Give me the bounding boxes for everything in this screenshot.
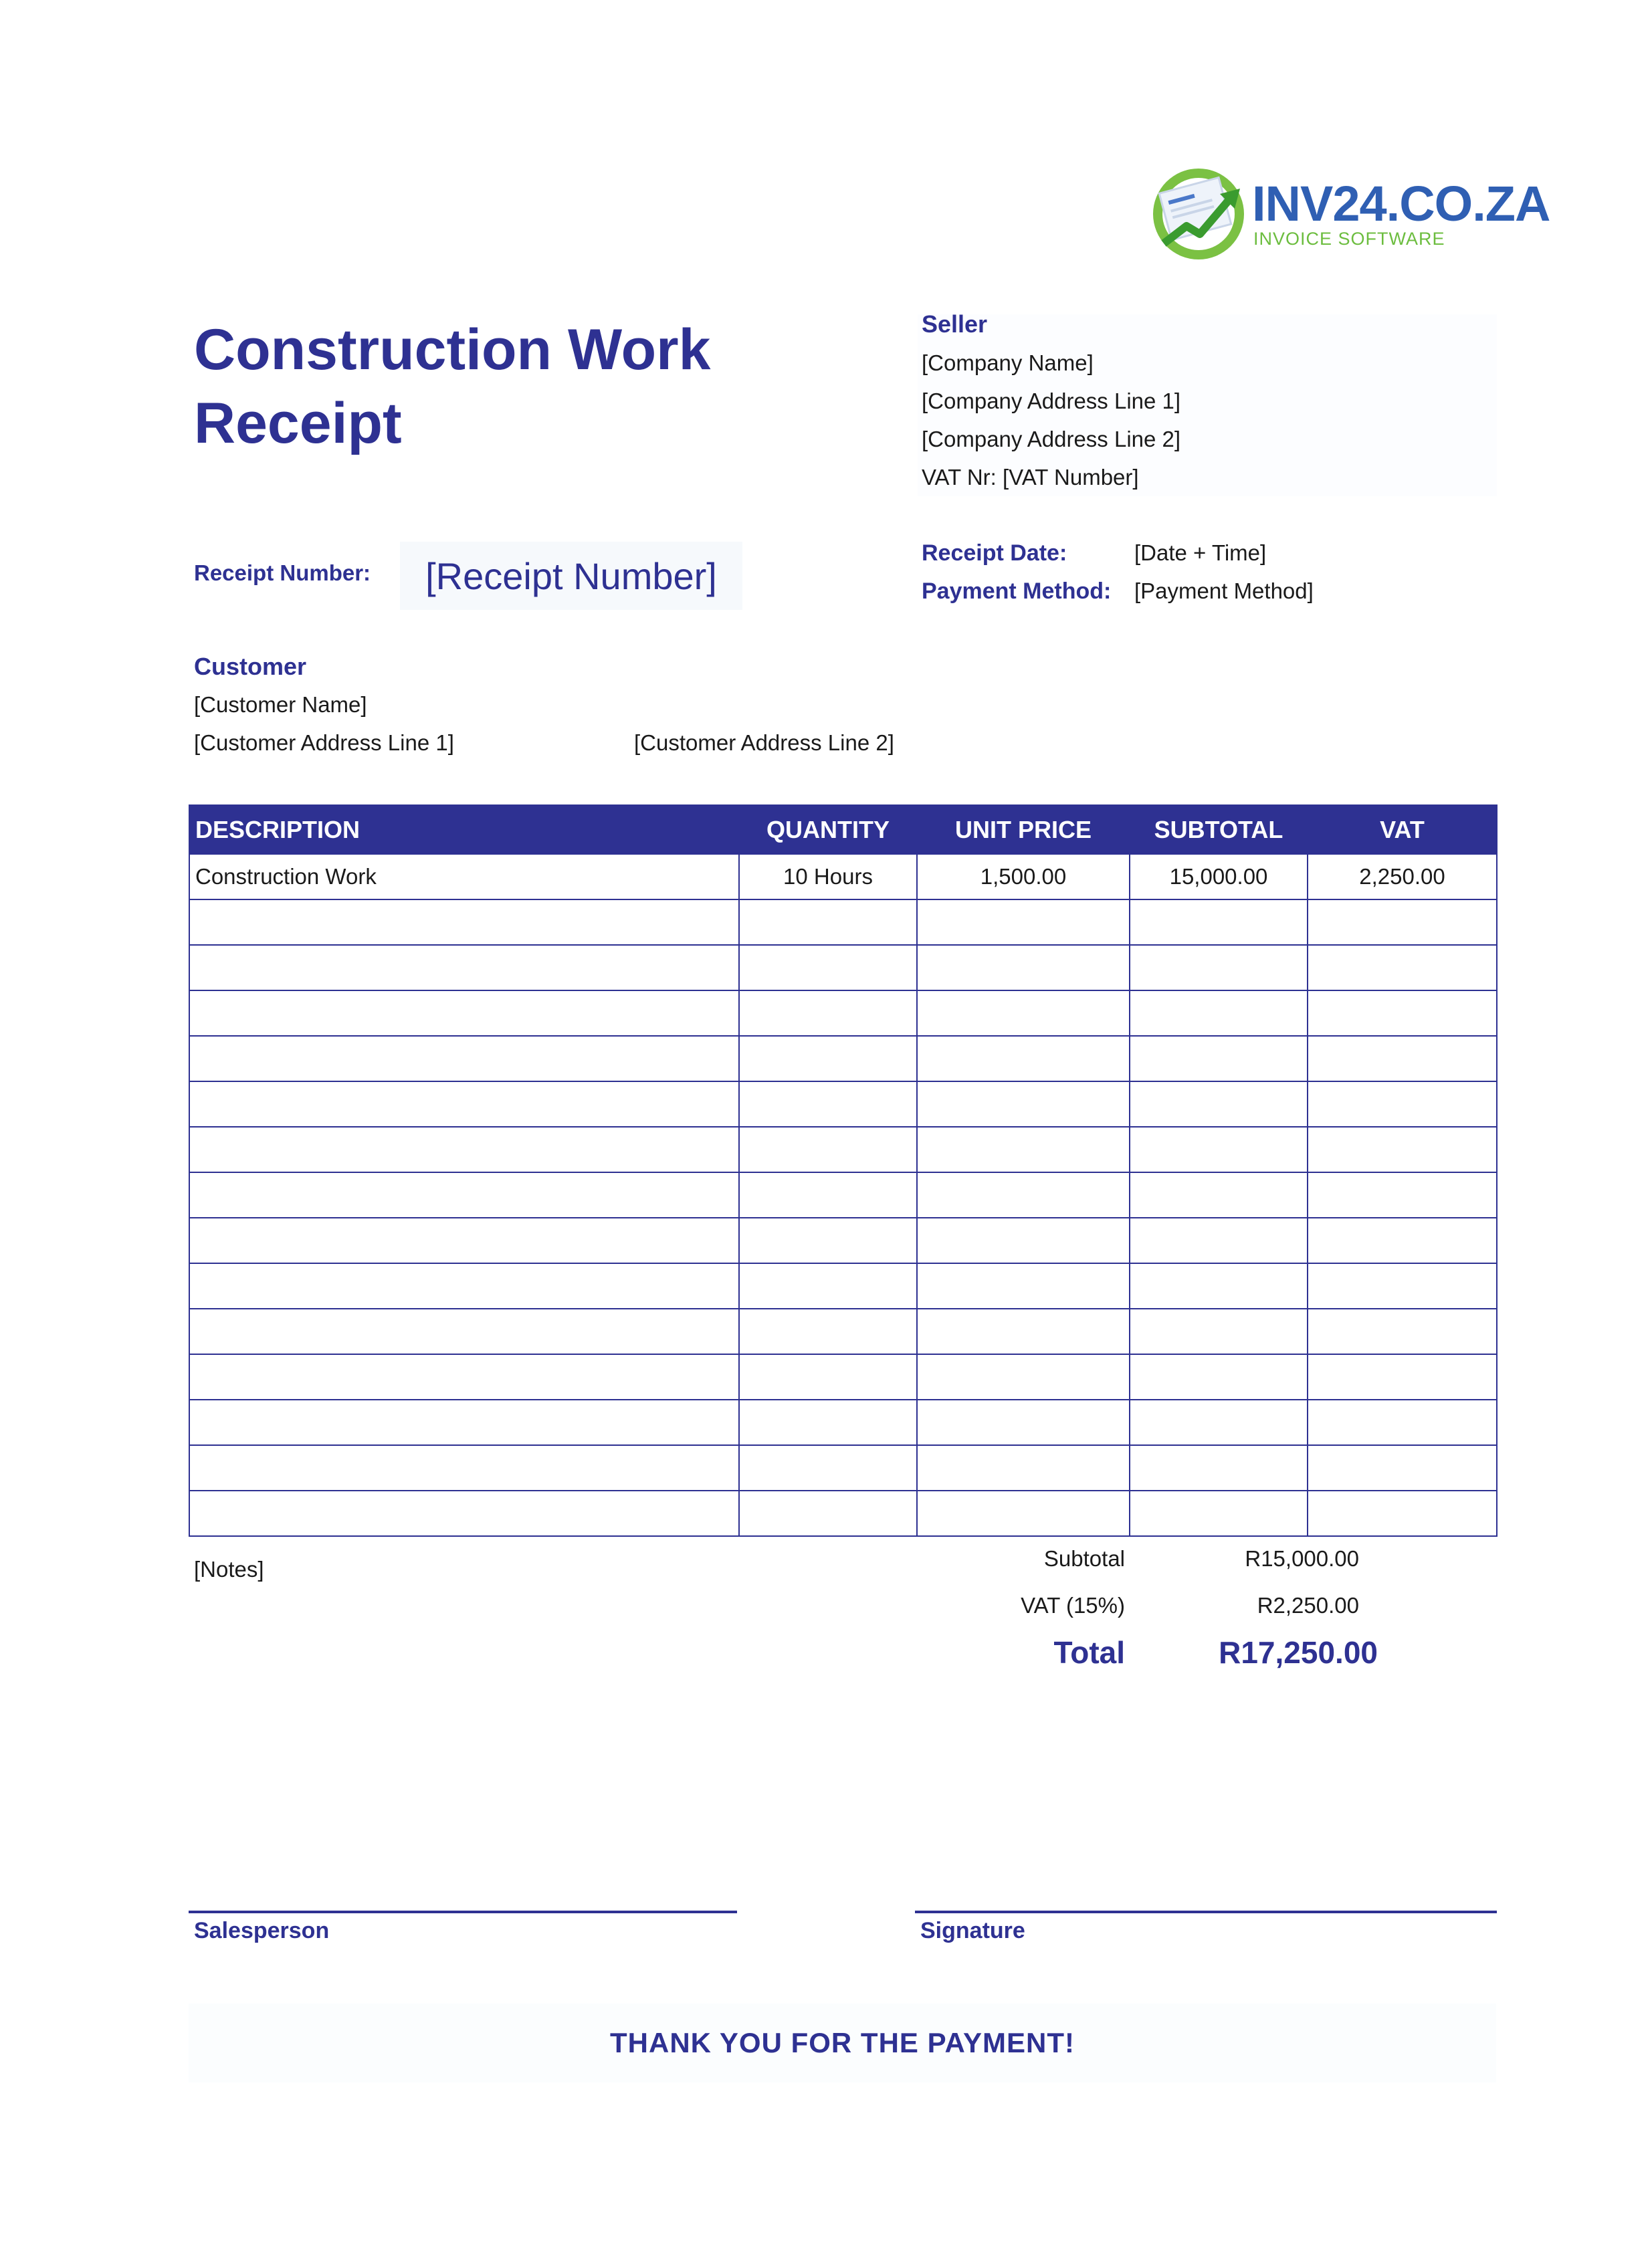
cell-unit-price[interactable] <box>917 899 1130 945</box>
cell-subtotal[interactable] <box>1130 1400 1308 1445</box>
col-header-vat: VAT <box>1308 805 1497 854</box>
subtotal-value: R15,000.00 <box>1245 1546 1359 1571</box>
cell-subtotal[interactable] <box>1130 1036 1308 1081</box>
cell-unit-price[interactable] <box>917 1400 1130 1445</box>
cell-description[interactable] <box>189 1081 739 1127</box>
col-header-quantity: QUANTITY <box>739 805 917 854</box>
cell-unit-price[interactable] <box>917 1172 1130 1218</box>
cell-subtotal[interactable]: 15,000.00 <box>1130 854 1308 899</box>
table-row <box>189 854 1497 899</box>
cell-vat[interactable] <box>1308 1036 1497 1081</box>
customer-address-1[interactable]: [Customer Address Line 1] <box>194 730 454 755</box>
cell-description[interactable] <box>189 1218 739 1263</box>
customer-heading: Customer <box>194 653 307 680</box>
cell-description[interactable] <box>189 899 739 945</box>
receipt-number-label: Receipt Number: <box>194 560 371 585</box>
cell-unit-price[interactable] <box>917 945 1130 990</box>
cell-vat[interactable] <box>1308 1491 1497 1536</box>
signature-line <box>915 1911 1497 1913</box>
cell-description[interactable] <box>189 1127 739 1172</box>
table-header-row <box>189 805 1497 854</box>
cell-subtotal[interactable] <box>1130 1218 1308 1263</box>
cell-description[interactable] <box>189 1172 739 1218</box>
table-row <box>189 1127 1497 1172</box>
cell-vat[interactable] <box>1308 1263 1497 1309</box>
table-row <box>189 1400 1497 1445</box>
cell-quantity[interactable] <box>739 1263 917 1309</box>
cell-vat[interactable] <box>1308 1081 1497 1127</box>
cell-subtotal[interactable] <box>1130 1172 1308 1218</box>
page-title <box>194 313 710 460</box>
customer-address-2[interactable]: [Customer Address Line 2] <box>634 730 894 755</box>
cell-subtotal[interactable] <box>1130 1081 1308 1127</box>
logo-tagline: INVOICE SOFTWARE <box>1253 229 1445 249</box>
cell-subtotal[interactable] <box>1130 1491 1308 1536</box>
table-row <box>189 1309 1497 1354</box>
signature-label: Signature <box>920 1918 1025 1943</box>
cell-vat[interactable] <box>1308 899 1497 945</box>
cell-vat[interactable] <box>1308 1127 1497 1172</box>
cell-vat[interactable] <box>1308 990 1497 1036</box>
cell-quantity[interactable] <box>739 1445 917 1491</box>
cell-unit-price[interactable] <box>917 1036 1130 1081</box>
col-header-description: DESCRIPTION <box>189 805 739 854</box>
cell-quantity[interactable] <box>739 1491 917 1536</box>
title-line-1: Construction Work <box>194 318 711 382</box>
salesperson-line <box>189 1911 737 1913</box>
cell-quantity[interactable] <box>739 1036 917 1081</box>
items-table <box>189 804 1498 1537</box>
cell-quantity[interactable]: 10 Hours <box>739 854 917 899</box>
seller-address-2: [Company Address Line 2] <box>922 427 1181 451</box>
cell-quantity[interactable] <box>739 990 917 1036</box>
cell-quantity[interactable] <box>739 1172 917 1218</box>
col-header-subtotal: SUBTOTAL <box>1130 805 1308 854</box>
payment-method-value[interactable]: [Payment Method] <box>1134 578 1314 603</box>
notes[interactable]: [Notes] <box>194 1557 264 1582</box>
cell-quantity[interactable] <box>739 1400 917 1445</box>
cell-unit-price[interactable]: 1,500.00 <box>917 854 1130 899</box>
table-row <box>189 990 1497 1036</box>
table-row <box>189 1081 1497 1127</box>
cell-subtotal[interactable] <box>1130 1263 1308 1309</box>
receipt-number-field[interactable]: [Receipt Number] <box>400 542 742 610</box>
payment-method-label: Payment Method: <box>922 578 1112 604</box>
cell-vat[interactable] <box>1308 1309 1497 1354</box>
table-row <box>189 899 1497 945</box>
salesperson-label: Salesperson <box>194 1918 330 1943</box>
cell-unit-price[interactable] <box>917 1445 1130 1491</box>
seller-vat-number: VAT Nr: [VAT Number] <box>922 465 1139 490</box>
cell-vat[interactable] <box>1308 1445 1497 1491</box>
cell-subtotal[interactable] <box>1130 990 1308 1036</box>
table-row <box>189 1172 1497 1218</box>
cell-quantity[interactable] <box>739 1081 917 1127</box>
cell-subtotal[interactable] <box>1130 1445 1308 1491</box>
cell-unit-price[interactable] <box>917 1218 1130 1263</box>
table-row <box>189 1263 1497 1309</box>
subtotal-label: Subtotal <box>1043 1546 1125 1571</box>
cell-unit-price[interactable] <box>917 1354 1130 1400</box>
cell-quantity[interactable] <box>739 1309 917 1354</box>
cell-unit-price[interactable] <box>917 1127 1130 1172</box>
receipt-date-label: Receipt Date: <box>922 540 1067 566</box>
table-row <box>189 1218 1497 1263</box>
table-row <box>189 1491 1497 1536</box>
cell-vat[interactable] <box>1308 1172 1497 1218</box>
cell-quantity[interactable] <box>739 899 917 945</box>
seller-address-1: [Company Address Line 1] <box>922 389 1181 413</box>
cell-description[interactable] <box>189 1263 739 1309</box>
cell-description[interactable] <box>189 1309 739 1354</box>
cell-unit-price[interactable] <box>917 990 1130 1036</box>
cell-description[interactable] <box>189 990 739 1036</box>
cell-vat[interactable] <box>1308 1354 1497 1400</box>
cell-description[interactable] <box>189 1400 739 1445</box>
cell-subtotal[interactable] <box>1130 1309 1308 1354</box>
cell-subtotal[interactable] <box>1130 1354 1308 1400</box>
cell-vat[interactable] <box>1308 1400 1497 1445</box>
logo-graph-icon <box>1145 165 1252 265</box>
cell-quantity[interactable] <box>739 945 917 990</box>
cell-quantity[interactable] <box>739 1127 917 1172</box>
cell-vat[interactable] <box>1308 1218 1497 1263</box>
col-header-unit-price: UNIT PRICE <box>917 805 1130 854</box>
grand-total-value: R17,250.00 <box>1219 1635 1378 1670</box>
thank-you-banner: THANK YOU FOR THE PAYMENT! <box>189 2004 1496 2082</box>
cell-unit-price[interactable] <box>917 1081 1130 1127</box>
cell-description[interactable] <box>189 945 739 990</box>
title-line-2: Receipt <box>194 391 402 455</box>
table-row <box>189 945 1497 990</box>
cell-subtotal[interactable] <box>1130 899 1308 945</box>
receipt-date-value[interactable]: [Date + Time] <box>1134 540 1267 565</box>
cell-vat[interactable] <box>1308 945 1497 990</box>
table-row <box>189 1445 1497 1491</box>
seller-heading: Seller <box>922 310 988 338</box>
cell-quantity[interactable] <box>739 1218 917 1263</box>
cell-subtotal[interactable] <box>1130 945 1308 990</box>
table-row <box>189 1036 1497 1081</box>
customer-name[interactable]: [Customer Name] <box>194 692 367 717</box>
cell-unit-price[interactable] <box>917 1491 1130 1536</box>
cell-description[interactable]: Construction Work <box>189 854 739 899</box>
cell-quantity[interactable] <box>739 1354 917 1400</box>
cell-unit-price[interactable] <box>917 1263 1130 1309</box>
cell-vat[interactable]: 2,250.00 <box>1308 854 1497 899</box>
seller-company-name: [Company Name] <box>922 350 1094 375</box>
cell-description[interactable] <box>189 1354 739 1400</box>
table-row <box>189 1354 1497 1400</box>
cell-subtotal[interactable] <box>1130 1127 1308 1172</box>
vat-total-label: VAT (15%) <box>1021 1593 1125 1618</box>
cell-description[interactable] <box>189 1491 739 1536</box>
grand-total-label: Total <box>1053 1635 1125 1670</box>
cell-description[interactable] <box>189 1445 739 1491</box>
cell-unit-price[interactable] <box>917 1309 1130 1354</box>
logo-name: INV24.CO.ZA <box>1252 176 1550 231</box>
cell-description[interactable] <box>189 1036 739 1081</box>
vat-total-value: R2,250.00 <box>1257 1593 1359 1618</box>
